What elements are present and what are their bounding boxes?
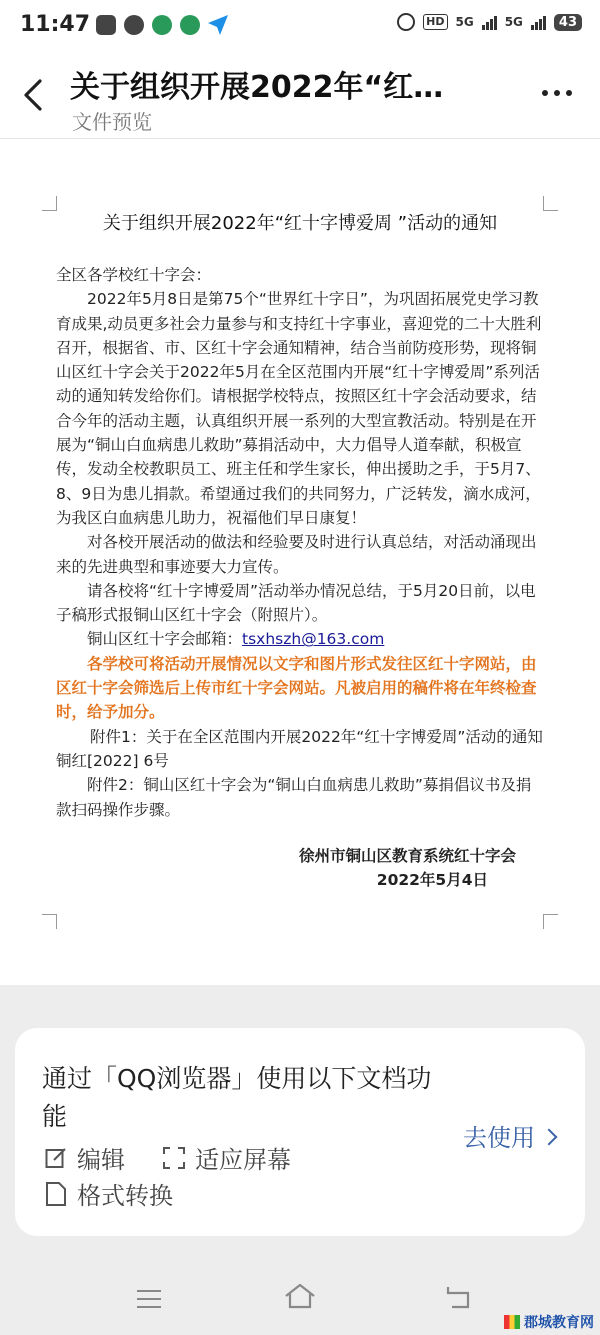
fit-screen-icon <box>163 1147 185 1169</box>
go-use-label: 去使用 <box>463 1124 535 1152</box>
battery-indicator: 43 <box>554 14 582 31</box>
mobile-icon <box>180 15 200 35</box>
nav-back-icon[interactable] <box>444 1285 472 1309</box>
edit-icon <box>45 1147 67 1169</box>
status-time: 11:47 <box>20 12 91 37</box>
app-notification-icon <box>96 15 116 35</box>
email-label: 铜山区红十字会邮箱： <box>87 630 243 649</box>
attachment-1: 附件1：关于在全区范围内开展2022年“红十字博爱周”活动的通知铜红[2022] 6号 <box>56 727 543 770</box>
menu-icon[interactable] <box>137 1290 161 1314</box>
email-link[interactable]: tsxhszh@163.com <box>242 630 385 649</box>
feature-edit-label: 编辑 <box>77 1146 125 1174</box>
alarm-icon <box>397 13 415 31</box>
document-icon <box>45 1182 67 1206</box>
card-title: 通过「QQ浏览器」使用以下文档功能 <box>42 1064 432 1131</box>
back-arrow-icon[interactable] <box>20 78 46 112</box>
page-subtitle: 文件预览 <box>72 110 152 134</box>
feature-edit[interactable] <box>45 1140 125 1175</box>
document-paragraph: 请各校将“红十字博爱周”活动举办情况总结，于5月20日前，以电子稿形式报铜山区红十字会（附照片）。 <box>56 581 536 625</box>
page-corner-mark <box>543 914 558 929</box>
go-use-button[interactable] <box>463 1118 555 1153</box>
network-5g-2: 5G <box>504 15 523 29</box>
watermark-logo-icon <box>504 1315 520 1329</box>
chevron-right-icon <box>541 1128 558 1145</box>
page-title: 关于组织开展2022年“红… <box>70 70 444 105</box>
document-salutation: 全区各学校红十字会： <box>56 266 212 284</box>
page-corner-mark <box>42 914 57 929</box>
document-paragraph: 对各校开展活动的做法和经验要及时进行认真总结，对活动涌现出来的先进典型和事迹要大力宣传。 <box>56 533 537 576</box>
more-options-icon[interactable] <box>542 90 572 96</box>
signal-icon <box>482 14 497 30</box>
system-indicators <box>397 13 582 31</box>
compass-icon <box>124 15 144 35</box>
status-bar <box>0 0 600 52</box>
watermark <box>504 1312 594 1332</box>
hd-badge: HD <box>423 14 447 30</box>
app-header <box>0 52 600 139</box>
notification-icons <box>96 15 228 35</box>
home-icon[interactable] <box>284 1283 316 1309</box>
email-line <box>56 627 544 651</box>
highlight-paragraph: 各学校可将活动开展情况以文字和图片形式发往区红十字网站，由区红十字会筛选后上传市红十字会网站。凡被启用的稿件将在年终检查时，给予加分。 <box>56 654 537 722</box>
document-preview[interactable] <box>0 139 600 985</box>
attachment-2: 附件2：铜山区红十字会为“铜山白血病患儿救助”募捐倡议书及捐款扫码操作步骤。 <box>56 776 532 819</box>
signal-icon-2 <box>531 14 546 30</box>
document-body <box>56 263 544 822</box>
watermark-text: 郡城教育网 <box>524 1315 594 1331</box>
feature-fit-screen[interactable] <box>163 1140 291 1175</box>
send-icon <box>208 15 228 35</box>
network-5g-1: 5G <box>455 15 474 29</box>
feature-convert[interactable] <box>45 1176 173 1211</box>
feature-convert-label: 格式转换 <box>77 1182 173 1210</box>
feature-fit-label: 适应屏幕 <box>195 1146 291 1174</box>
signature-org: 徐州市铜山区教育系统红十字会 <box>298 847 516 865</box>
document-paragraph: 2022年5月8日是第75个“世界红十字日”，为巩固拓展党史学习教育成果,动员更多社会力量参与和支持红十字事业，喜迎党的二十大胜利召开，根据省、市、区红十字会通知精神，结合当前防疫形势，现将铜山区红十字会关于2022年5月在全区范围内开展“红十字博爱周”系列活动的通知转发给你们。请根据学校特点，按照区红十字会活动要求，结合今年的活动主题，认真组织开展一系列的大型宣教活动。特别是在开展为“铜山白血病患儿救助”募捐活动中，大力倡导人道奉献，积极宣传，发动全校教职员工、班主任和学生家长，伸出援助之手，于5月7、8、9日为患儿捐款。希望通过我们的共同努力，广泛转发，滴水成河，为我区白血病患儿助力，祝福他们早日康复！ <box>56 290 542 527</box>
qq-browser-card <box>15 1028 585 1236</box>
chat-icon <box>152 15 172 35</box>
signature-date: 2022年5月4日 <box>376 871 488 889</box>
document-title: 关于组织开展2022年“红十字博爱周 ”活动的通知 <box>102 213 498 234</box>
